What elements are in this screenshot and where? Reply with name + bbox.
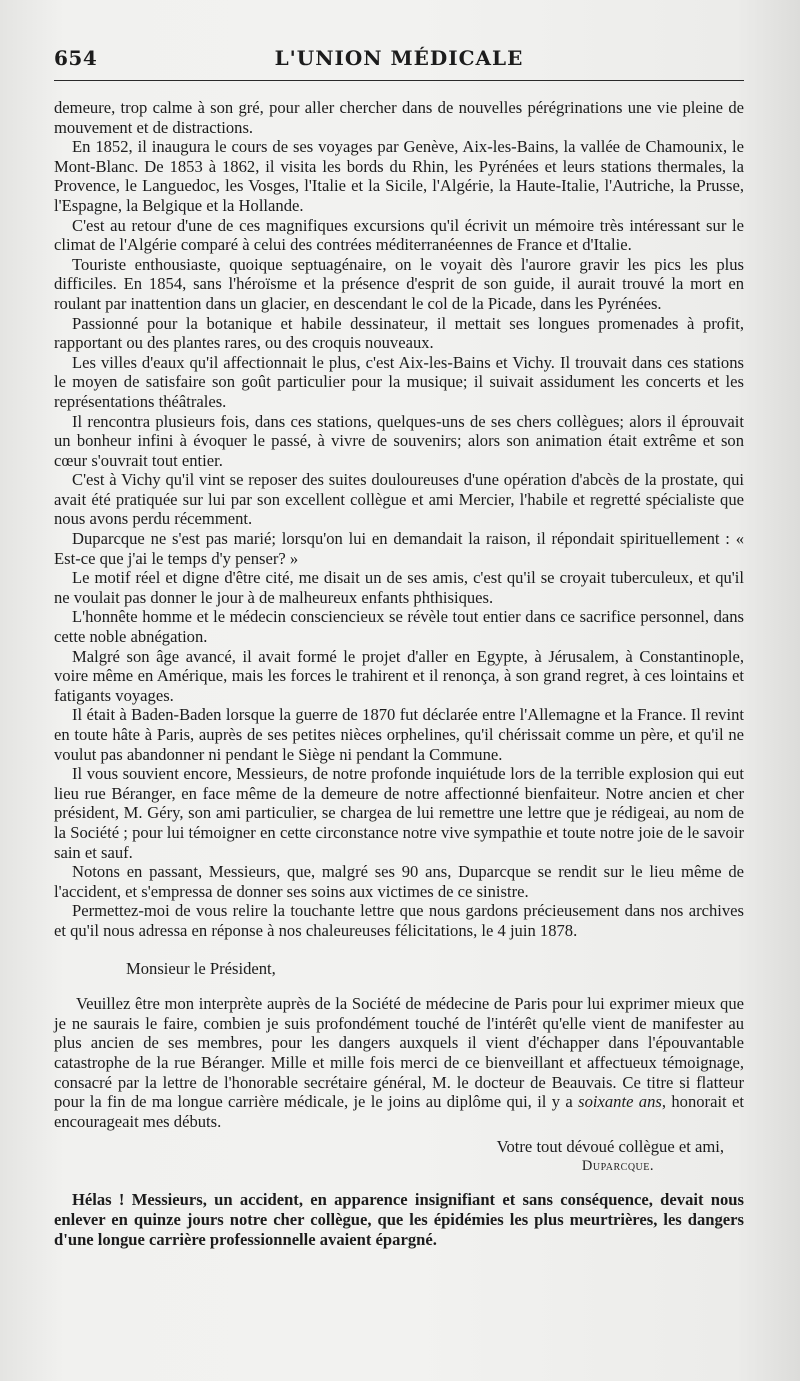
header-rule — [54, 80, 744, 81]
letter-body-italic: soixante ans — [578, 1092, 662, 1112]
paragraph: Notons en passant, Messieurs, que, malgré ses 90 ans, Duparcque se rendit sur le lieu même de l'accident, et s'empressa de donner ses soins aux victimes de ce sinistre. — [54, 862, 744, 901]
quoted-letter — [54, 959, 744, 1177]
paragraph: demeure, trop calme à son gré, pour aller chercher dans de nouvelles pérégrinations une vie pleine de mouvement et de distractions. — [54, 98, 744, 137]
paragraph: Permettez-moi de vous relire la touchante lettre que nous gardons précieusement dans nos archives et qu'il nous adressa en réponse à nos chaleureuses félicitations, le 4 juin 1878. — [54, 901, 744, 940]
letter-closing: Votre tout dévoué collègue et ami, — [496, 1137, 724, 1157]
letter-salutation: Monsieur le Président, — [126, 958, 276, 978]
paragraph: Passionné pour la botanique et habile dessinateur, il mettait ses longues promenades à profit, rapportant ou des plantes rares, ou des croquis nouveaux. — [54, 313, 744, 353]
article-body — [54, 98, 744, 1249]
paragraph: C'est au retour d'une de ces magnifiques excursions qu'il écrivit un mémoire très intéressant sur le climat de l'Algérie comparé à celui des contrées méditerranéennes de France et d'Italie. — [54, 215, 744, 255]
paragraph: Touriste enthousiaste, quoique septuagénaire, on le voyait dès l'aurore gravir les pics les plus difficiles. En 1854, sans l'héroïsme et la présence d'esprit de son guide, il aurait trouvé la mort en roulant par inattention dans un glacier, en descendant le col de la Picade, dans les Pyrénées. — [54, 254, 744, 313]
paragraph: Le motif réel et digne d'être cité, me disait un de ses amis, c'est qu'il se croyait tuberculeux, et qu'il ne voulait pas donner le jour à de malheureux enfants phthisiques. — [54, 568, 744, 607]
paragraph: Il était à Baden-Baden lorsque la guerre de 1870 fut déclarée entre l'Allemagne et la France. Il revint en toute hâte à Paris, auprès de ses petites nièces orphelines, qu'il chérissait comme un père, et qu'il ne voulut pas abandonner ni pendant le Siège ni pendant la Commune. — [54, 705, 744, 764]
letter-signature: Duparcque. — [581, 1157, 654, 1174]
paragraph: En 1852, il inaugura le cours de ses voyages par Genève, Aix-les-Bains, la vallée de Chamounix, le Mont-Blanc. De 1853 à 1862, il visita les bords du Rhin, les Pyrénées et leurs stations thermales, la Provence, le Languedoc, les Vosges, l'Italie et la Sicile, l'Algérie, la Haute-Italie, l'Autriche, la Prusse, l'Espagne, la Belgique et la Hollande. — [54, 137, 744, 215]
paragraph: Malgré son âge avancé, il avait formé le projet d'aller en Egypte, à Jérusalem, à Constantinople, voire même en Amérique, mais les forces le trahirent et il renonça, à son grand regret, à ces lointains et fatigants voyages. — [54, 646, 744, 705]
page-header — [54, 46, 744, 74]
paragraph: Il vous souvient encore, Messieurs, de notre profonde inquiétude lors de la terrible explosion qui eut lieu rue Béranger, en face même de la demeure de notre affectionné bienfaiteur. Notre ancien et cher président, M. Géry, son ami particulier, se chargea de lui remettre une lettre que je rédigeai, au nom de la Société ; pour lui témoigner en cette circonstance notre vive sympathie et toute notre joie de le savoir sain et sauf. — [54, 764, 744, 862]
page-number: 654 — [54, 46, 98, 70]
letter-body-text-end: , honorait et encourageait mes débuts. — [54, 1092, 744, 1131]
paragraph: Les villes d'eaux qu'il affectionnait le plus, c'est Aix-les-Bains et Vichy. Il trouvait dans ces stations le moyen de satisfaire son goût particulier pour la musique; il suivait assidument les concerts et les représentations théâtrales. — [54, 352, 744, 411]
running-title: L'UNION MÉDICALE — [274, 46, 524, 70]
paragraph: C'est à Vichy qu'il vint se reposer des suites douloureuses d'une opération d'abcès de la prostate, qui avait été pratiquée sur lui par son excellent collègue et ami Mercier, l'habile et regretté spécialiste que nous avons perdu récemment. — [54, 470, 744, 529]
letter-body-text: Veuillez être mon interprète auprès de la Société de médecine de Paris pour lui exprimer mieux que je ne saurais le faire, combien je suis profondément touché de l'intérêt qu'elle vient de manifester au plus ancien de ses membres, pour les dangers auxquels il vient d'échapper dans l'épouvantable catastrophe de la rue Béranger. Mille et mille fois merci de ce bienveillant et affectueux témoignage, consacré par la lettre de l'honorable secrétaire général, M. le docteur de Beauvais. Ce titre si flatteur pour la fin de ma longue carrière médicale, je le joins au diplôme qui, il y a — [54, 994, 744, 1112]
paragraph: L'honnête homme et le médecin consciencieux se révèle tout entier dans ce sacrifice personnel, dans cette noble abnégation. — [54, 607, 744, 647]
closing-paragraph: Hélas ! Messieurs, un accident, en apparence insignifiant et sans conséquence, devait nous enlever en quinze jours notre cher collègue, que les épidémies les plus meurtrières, les dangers d'une longue carrière professionnelle avaient épargné. — [54, 1190, 744, 1249]
paragraph: Duparcque ne s'est pas marié; lorsqu'on lui en demandait la raison, il répondait spirituellement : « Est-ce que j'ai le temps d'y penser? » — [54, 529, 744, 568]
paragraph: Il rencontra plusieurs fois, dans ces stations, quelques-uns de ses chers collègues; alors il éprouvait un bonheur infini à évoquer le passé, à vivre de souvenirs; alors son animation était extrême et son cœur s'ouvrait tout entier. — [54, 411, 744, 470]
letter-body — [54, 994, 744, 1131]
